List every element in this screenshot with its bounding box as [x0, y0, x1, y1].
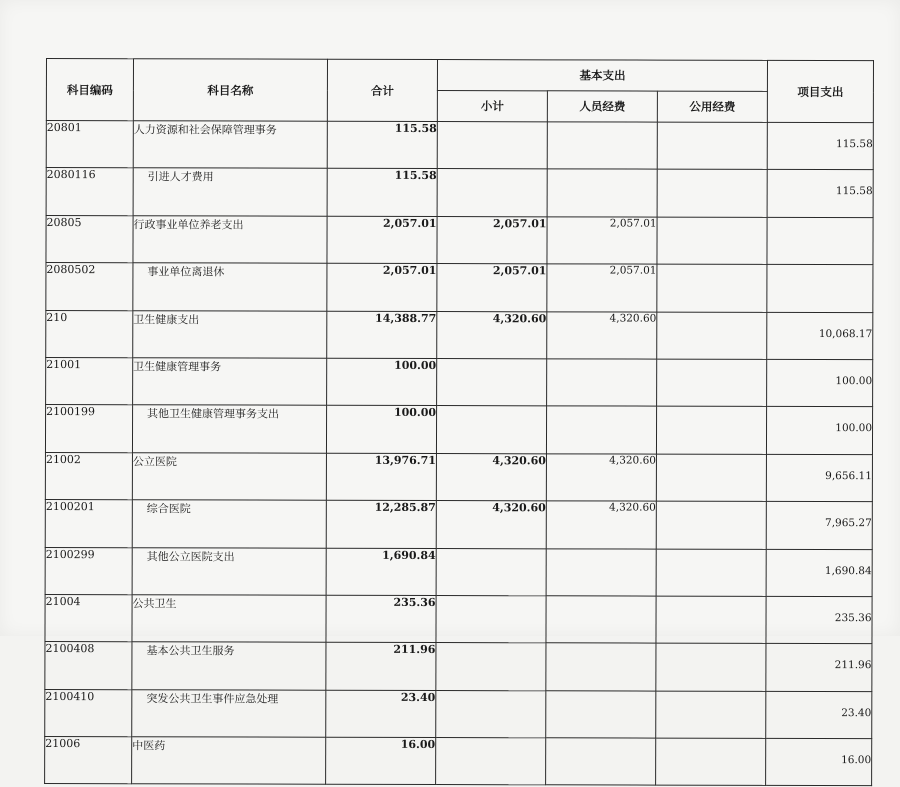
cell-name: 综合医院	[132, 500, 326, 548]
table-row	[45, 500, 872, 550]
cell-project	[767, 265, 873, 313]
cell-total: 2,057.01	[327, 216, 437, 264]
cell-project: 235.36	[766, 596, 872, 644]
cell-project: 100.00	[766, 407, 872, 455]
table-row	[45, 689, 872, 739]
cell-code: 2100199	[45, 405, 132, 453]
cell-code: 20801	[46, 121, 133, 169]
cell-code: 210	[46, 310, 133, 358]
table-row	[45, 594, 872, 644]
cell-public-cost	[657, 169, 767, 217]
cell-project: 115.58	[767, 170, 873, 218]
cell-name: 公共卫生	[132, 595, 326, 643]
header-subtotal: 小计	[437, 91, 547, 122]
table-row	[46, 168, 873, 218]
cell-subtotal	[437, 358, 547, 406]
cell-total: 235.36	[326, 595, 436, 643]
cell-subtotal: 4,320.60	[436, 501, 546, 549]
cell-subtotal	[436, 690, 546, 738]
cell-name: 人力资源和社会保障管理事务	[133, 121, 327, 169]
cell-total: 16.00	[326, 737, 436, 785]
cell-public-cost	[656, 501, 766, 549]
cell-subtotal	[436, 406, 546, 454]
cell-project: 9,656.11	[766, 454, 872, 502]
cell-project: 100.00	[767, 359, 873, 407]
cell-code: 2100408	[45, 642, 132, 690]
cell-total: 13,976.71	[326, 453, 436, 501]
cell-staff-cost	[546, 548, 656, 596]
cell-code: 2080116	[46, 168, 133, 216]
cell-code: 2100201	[45, 500, 132, 548]
cell-public-cost	[657, 312, 767, 360]
header-staff-cost: 人员经费	[547, 91, 657, 122]
cell-project: 16.00	[766, 738, 872, 786]
cell-staff-cost	[546, 643, 656, 691]
cell-code: 2100299	[45, 547, 132, 595]
cell-public-cost	[656, 738, 766, 786]
table-row	[45, 642, 872, 692]
cell-code: 21001	[46, 357, 133, 405]
table-row	[45, 547, 872, 597]
cell-code: 2080502	[46, 263, 133, 311]
cell-name: 突发公共卫生事件应急处理	[132, 689, 326, 737]
cell-project: 10,068.17	[767, 312, 873, 360]
cell-staff-cost: 2,057.01	[547, 264, 657, 312]
cell-code: 2100410	[45, 689, 132, 737]
cell-name: 中医药	[132, 737, 326, 785]
cell-public-cost	[657, 264, 767, 312]
cell-name: 公立医院	[132, 452, 326, 500]
cell-public-cost	[656, 454, 766, 502]
cell-name: 卫生健康管理事务	[133, 358, 327, 406]
cell-subtotal	[436, 738, 546, 786]
cell-total: 115.58	[327, 169, 437, 217]
cell-project: 1,690.84	[766, 549, 872, 597]
table-row	[46, 310, 873, 360]
cell-staff-cost: 4,320.60	[546, 501, 656, 549]
cell-subtotal	[437, 122, 547, 170]
header-code: 科目编码	[46, 59, 133, 121]
cell-code: 21004	[45, 594, 132, 642]
cell-project: 211.96	[766, 644, 872, 692]
cell-code: 20805	[46, 215, 133, 263]
cell-staff-cost	[547, 169, 657, 217]
cell-project: 7,965.27	[766, 502, 872, 550]
cell-total: 115.58	[327, 121, 437, 169]
cell-staff-cost: 4,320.60	[547, 311, 657, 359]
cell-subtotal: 2,057.01	[437, 264, 547, 312]
cell-staff-cost	[546, 690, 656, 738]
header-name: 科目名称	[133, 59, 327, 122]
cell-code: 21002	[45, 452, 132, 500]
cell-public-cost	[657, 217, 767, 265]
cell-public-cost	[656, 643, 766, 691]
cell-name: 引进人才费用	[133, 168, 327, 216]
cell-staff-cost: 2,057.01	[547, 217, 657, 265]
cell-staff-cost	[546, 596, 656, 644]
cell-total: 12,285.87	[326, 500, 436, 548]
cell-staff-cost	[547, 359, 657, 407]
cell-subtotal: 4,320.60	[437, 311, 547, 359]
cell-public-cost	[656, 406, 766, 454]
header-project-expenditure: 项目支出	[767, 60, 873, 122]
cell-total: 14,388.77	[327, 311, 437, 359]
table-row	[45, 405, 872, 455]
cell-total: 211.96	[326, 643, 436, 691]
cell-name: 其他公立医院支出	[132, 547, 326, 595]
cell-total: 2,057.01	[327, 263, 437, 311]
cell-staff-cost: 4,320.60	[546, 454, 656, 502]
cell-project	[767, 217, 873, 265]
cell-public-cost	[657, 359, 767, 407]
cell-subtotal: 4,320.60	[436, 453, 546, 501]
cell-name: 其他卫生健康管理事务支出	[132, 405, 326, 453]
cell-public-cost	[657, 122, 767, 170]
table-row	[46, 215, 873, 265]
cell-subtotal	[436, 643, 546, 691]
cell-public-cost	[656, 691, 766, 739]
header-basic-expenditure: 基本支出	[437, 60, 767, 92]
cell-staff-cost	[546, 738, 656, 786]
cell-subtotal	[436, 548, 546, 596]
cell-name: 基本公共卫生服务	[132, 642, 326, 690]
cell-public-cost	[656, 596, 766, 644]
table-row	[46, 357, 873, 407]
cell-subtotal: 2,057.01	[437, 216, 547, 264]
cell-name: 卫生健康支出	[133, 310, 327, 358]
table-row	[46, 121, 873, 171]
table-row	[46, 263, 873, 313]
cell-total: 100.00	[326, 406, 436, 454]
cell-subtotal	[437, 169, 547, 217]
cell-public-cost	[656, 549, 766, 597]
table-row	[45, 452, 872, 502]
cell-total: 1,690.84	[326, 548, 436, 596]
cell-staff-cost	[546, 406, 656, 454]
expenditure-table	[44, 58, 874, 787]
cell-code: 21006	[45, 737, 132, 785]
cell-project: 23.40	[766, 691, 872, 739]
cell-project: 115.58	[767, 122, 873, 170]
cell-name: 事业单位离退休	[133, 263, 327, 311]
header-public-cost: 公用经费	[657, 91, 767, 122]
cell-name: 行政事业单位养老支出	[133, 216, 327, 264]
cell-total: 23.40	[326, 690, 436, 738]
table-row	[45, 737, 872, 787]
cell-staff-cost	[547, 122, 657, 170]
cell-total: 100.00	[327, 358, 437, 406]
header-total: 合计	[327, 59, 437, 121]
